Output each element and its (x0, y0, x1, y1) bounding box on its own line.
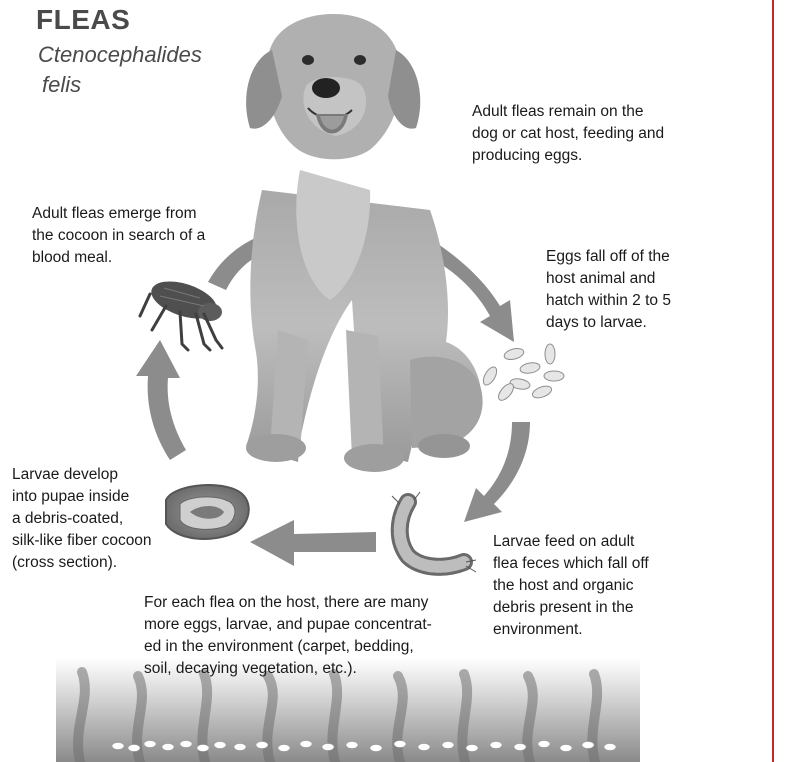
dog-host-illustration (246, 14, 483, 472)
arrow-eggs-to-larvae (464, 422, 530, 522)
caption-adult-emerge: Adult fleas emerge from the cocoon in search of a blood meal. (32, 205, 206, 266)
caption-environment-note: For each flea on the host, there are many more eggs, larvae, and pupae concentrat- ed in the environment (carpet, bedding, soil, decaying vegetation, etc.). (144, 594, 432, 677)
caption-eggs: Eggs fall off of the host animal and hatch within 2 to 5 days to larvae. (546, 248, 671, 331)
larva-illustration (392, 492, 476, 572)
scientific-name-genus: Ctenocephalides (38, 42, 202, 67)
arrow-larvae-to-pupae (250, 520, 376, 566)
eggs-illustration (481, 344, 564, 403)
scientific-name-species: felis (42, 72, 82, 97)
cocoon-cross-section-illustration (166, 485, 249, 539)
arrow-pupae-to-adult (136, 340, 186, 460)
page-title: FLEAS (36, 4, 131, 35)
caption-pupae: Larvae develop into pupae inside a debris-coated, silk-like fiber cocoon (cross section). (12, 466, 152, 571)
caption-adult-on-host: Adult fleas remain on the dog or cat host, feeding and producing eggs. (472, 103, 665, 164)
caption-larvae: Larvae feed on adult flea feces which fall off the host and organic debris present in the environment. (493, 533, 649, 638)
adult-flea-illustration (140, 274, 222, 350)
